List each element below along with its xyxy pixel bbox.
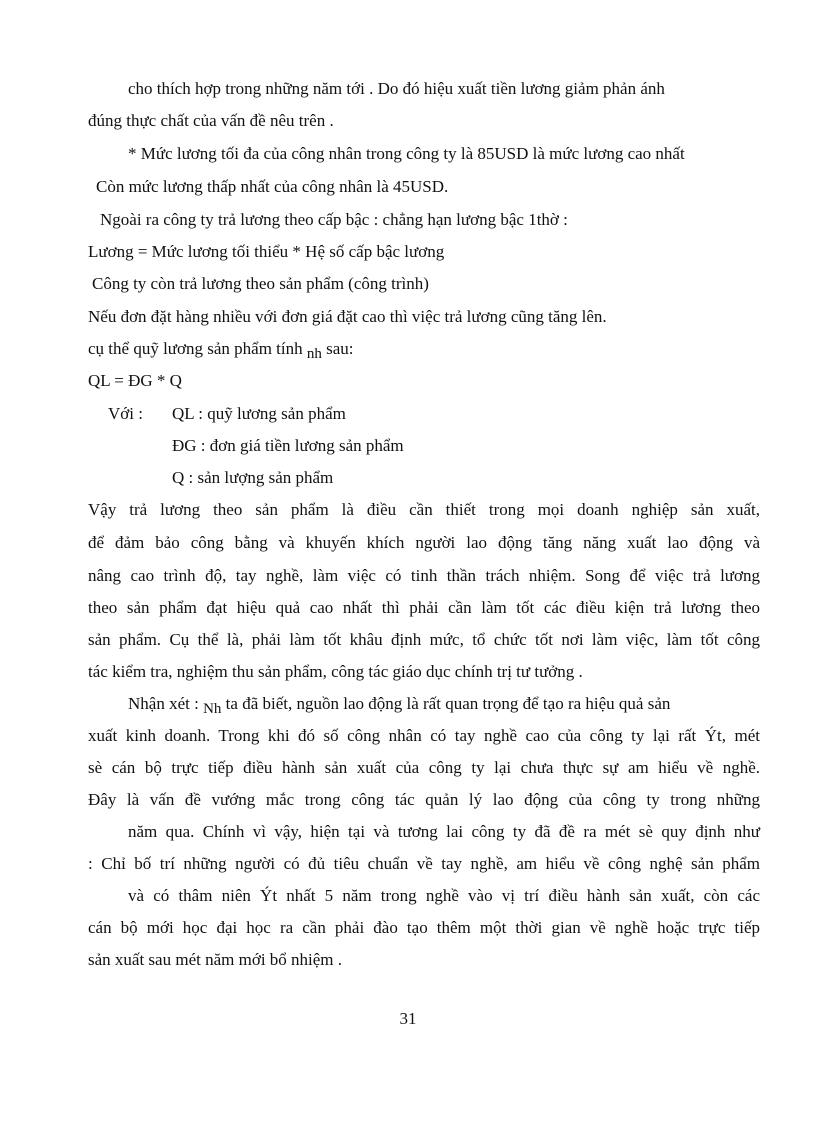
paragraph-line: tác kiểm tra, nghiệm thu sản phẩm, công tác giáo dục chính trị tư tưởng . (88, 662, 583, 681)
text-fragment: cụ thể quỹ lương sản phẩm tính (88, 339, 303, 358)
text-line: Công ty còn trả lương theo sản phẩm (công trình) (92, 274, 429, 293)
text-line: đúng thực chất của vấn đề nêu trên . (88, 111, 334, 130)
paragraph-line: cán bộ mới học đại học ra cần phải đào tạo thêm một thời gian về nghề hoặc trực tiếp (88, 918, 760, 937)
text-line: Nếu đơn đặt hàng nhiều với đơn giá đặt cao thì việc trả lương cũng tăng lên. (88, 307, 607, 326)
paragraph-line: và có thâm niên Ýt nhất 5 năm trong nghề vào vị trí điều hành sản xuất, còn các (128, 886, 760, 905)
paragraph-line: để đảm bảo công bằng và khuyến khích người lao động tăng năng xuất lao động và (88, 533, 760, 552)
legend-item: Q : sản lượng sản phẩm (172, 468, 334, 487)
paragraph-line: năm qua. Chính vì vậy, hiện tại và tương lai công ty đã đề ra mét sè quy định như (128, 822, 760, 841)
text-line: Còn mức lương thấp nhất của công nhân là 45USD. (96, 177, 449, 196)
paragraph-line: xuất kinh doanh. Trong khi đó số công nhân có tay nghề cao của công ty lại rất Ýt, mét (88, 726, 760, 745)
text-line: cho thích hợp trong những năm tới . Do đó hiệu xuất tiền lương giảm phản ánh (128, 79, 665, 98)
formula-line: QL = ĐG * Q (88, 371, 182, 390)
legend-label: Với : (108, 404, 143, 423)
text-line: * Mức lương tối đa của công nhân trong công ty là 85USD là mức lương cao nhất (128, 144, 685, 163)
text-line (88, 338, 354, 361)
paragraph-line: theo sản phẩm đạt hiệu quả cao nhất thì phải cần làm tốt các điều kiện trả lương theo (88, 598, 760, 617)
paragraph-line: Đây là vấn đề vướng mắc trong công tác quản lý lao động của công ty trong những (88, 790, 760, 809)
small-fragment: Nh (203, 701, 222, 717)
text-fragment: sau: (326, 339, 354, 358)
text-line: Ngoài ra công ty trả lương theo cấp bậc : chẳng hạn lương bậc 1thờ : (100, 210, 568, 229)
paragraph-line: sè cán bộ trực tiếp điều hành sản xuất của công ty lại chưa thực sự am hiểu về nghề. (88, 758, 760, 777)
text-fragment: ta đã biết, nguồn lao động là rất quan trọng để tạo ra hiệu quả sản (225, 694, 671, 713)
text-line (128, 693, 670, 716)
page-number: 31 (399, 1009, 417, 1028)
legend-item: ĐG : đơn giá tiền lương sản phẩm (172, 436, 404, 455)
paragraph-line: sản xuất sau mét năm mới bổ nhiệm . (88, 950, 343, 969)
formula-line: Lương = Mức lương tối thiểu * Hệ số cấp bậc lương (88, 242, 445, 261)
small-fragment: nh (306, 346, 322, 362)
paragraph-line: Vậy trả lương theo sản phẩm là điều cần thiết trong mọi doanh nghiệp sản xuất, (88, 500, 760, 519)
text-fragment: Nhận xét : (128, 694, 199, 713)
paragraph-line: nâng cao trình độ, tay nghề, làm việc có tinh thần trách nhiệm. Song để việc trả lương (88, 566, 760, 585)
legend-item: QL : quỹ lương sản phẩm (172, 404, 346, 423)
paragraph-line: : Chỉ bố trí những người có đủ tiêu chuẩn về tay nghề, am hiểu về công nghệ sản phẩm (88, 854, 760, 873)
paragraph-line: sản phẩm. Cụ thể là, phải làm tốt khâu định mức, tổ chức tốt nơi làm việc, làm tốt công (88, 630, 760, 649)
